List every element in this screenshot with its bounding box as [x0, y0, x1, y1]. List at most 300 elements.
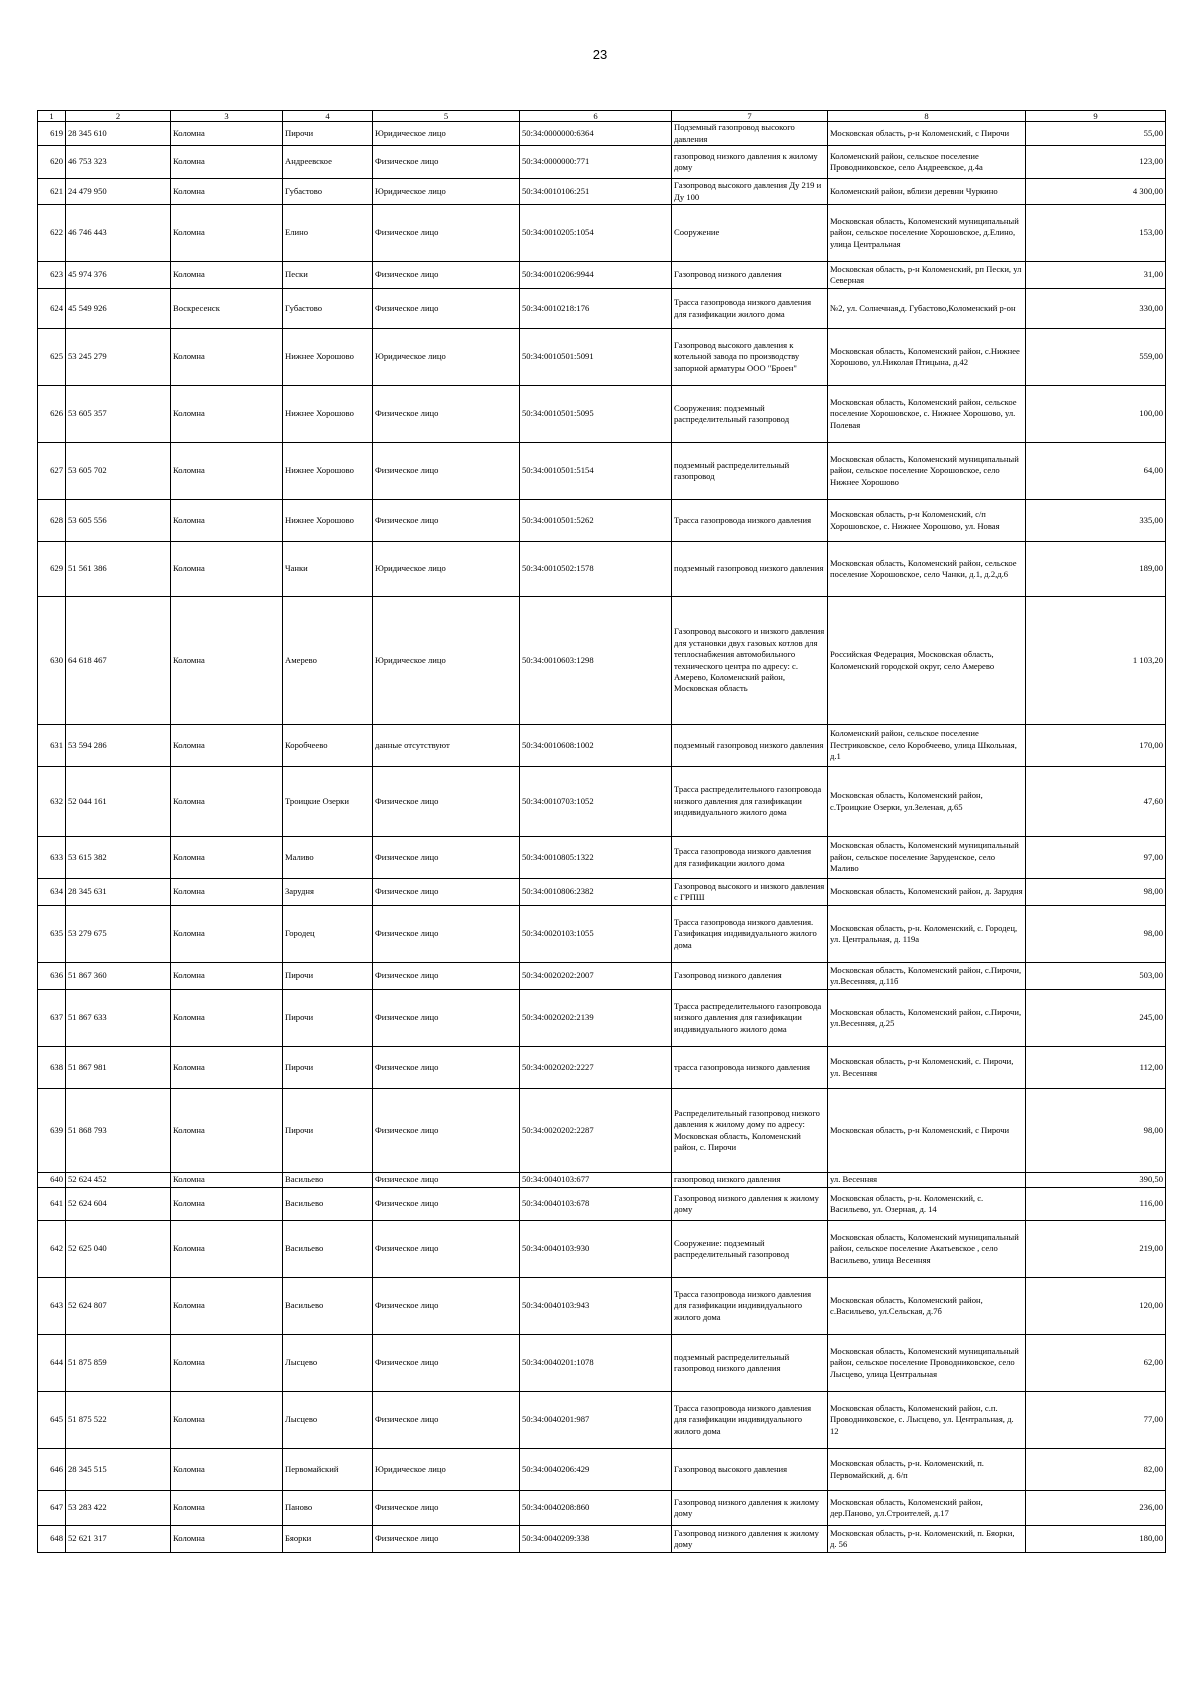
cadastral-number-cell: 50:34:0010501:5095 — [520, 386, 672, 443]
object-name-cell: Подземный газопровод высокого давления — [672, 122, 828, 146]
length-cell: 390,50 — [1026, 1173, 1166, 1188]
code-cell: 52 624 807 — [66, 1278, 171, 1335]
length-cell: 559,00 — [1026, 329, 1166, 386]
length-cell: 98,00 — [1026, 879, 1166, 906]
column-header-1: 1 — [38, 111, 66, 122]
locality-cell: Пески — [283, 262, 373, 289]
cadastral-number-cell: 50:34:0020202:2007 — [520, 963, 672, 990]
cadastral-number-cell: 50:34:0040103:930 — [520, 1221, 672, 1278]
cadastral-number-cell: 50:34:0020202:2227 — [520, 1047, 672, 1089]
code-cell: 53 594 286 — [66, 725, 171, 767]
cadastral-number-cell: 50:34:0020103:1055 — [520, 906, 672, 963]
code-cell: 28 345 610 — [66, 122, 171, 146]
length-cell: 1 103,20 — [1026, 597, 1166, 725]
owner-type-cell: Физическое лицо — [373, 906, 520, 963]
code-cell: 53 279 675 — [66, 906, 171, 963]
district-cell: Коломна — [171, 1278, 283, 1335]
row-number-cell: 639 — [38, 1089, 66, 1173]
table-header — [38, 111, 1166, 122]
object-name-cell: Сооружение: подземный распределительный газопровод — [672, 1221, 828, 1278]
address-cell: Московская область, Коломенский муниципальный район, сельское поселение Акатьевское , село Васильево, улица Весенняя — [828, 1221, 1026, 1278]
cadastral-number-cell: 50:34:0010205:1054 — [520, 205, 672, 262]
owner-type-cell: Физическое лицо — [373, 837, 520, 879]
cadastral-number-cell: 50:34:0010806:2382 — [520, 879, 672, 906]
column-header-3: 3 — [171, 111, 283, 122]
table-row — [38, 205, 1166, 262]
code-cell: 52 624 452 — [66, 1173, 171, 1188]
row-number-cell: 646 — [38, 1449, 66, 1491]
object-name-cell: подземный распределительный газопровод — [672, 443, 828, 500]
object-name-cell: Газопровод низкого давления — [672, 963, 828, 990]
column-header-7: 7 — [672, 111, 828, 122]
locality-cell: Елино — [283, 205, 373, 262]
length-cell: 189,00 — [1026, 542, 1166, 597]
object-name-cell: Газопровод высокого и низкого давления с ГРПШ — [672, 879, 828, 906]
owner-type-cell: Физическое лицо — [373, 767, 520, 837]
owner-type-cell: Юридическое лицо — [373, 542, 520, 597]
length-cell: 97,00 — [1026, 837, 1166, 879]
address-cell: Московская область, р-н Коломенский, рп Пески, ул Северная — [828, 262, 1026, 289]
locality-cell: Амерево — [283, 597, 373, 725]
length-cell: 98,00 — [1026, 906, 1166, 963]
owner-type-cell: Физическое лицо — [373, 386, 520, 443]
table-row — [38, 262, 1166, 289]
locality-cell: Пирочи — [283, 990, 373, 1047]
code-cell: 24 479 950 — [66, 179, 171, 205]
code-cell: 51 867 981 — [66, 1047, 171, 1089]
owner-type-cell: Физическое лицо — [373, 1047, 520, 1089]
table-row — [38, 1173, 1166, 1188]
code-cell: 51 868 793 — [66, 1089, 171, 1173]
table-row — [38, 1335, 1166, 1392]
district-cell: Коломна — [171, 1188, 283, 1221]
district-cell: Коломна — [171, 963, 283, 990]
row-number-cell: 627 — [38, 443, 66, 500]
address-cell: Московская область, Коломенский район, с.Васильево, ул.Сельская, д.7б — [828, 1278, 1026, 1335]
code-cell: 53 605 702 — [66, 443, 171, 500]
length-cell: 62,00 — [1026, 1335, 1166, 1392]
object-name-cell: Газопровод высокого давления Ду 219 и Ду 100 — [672, 179, 828, 205]
locality-cell: Нижнее Хорошово — [283, 329, 373, 386]
row-number-cell: 619 — [38, 122, 66, 146]
length-cell: 219,00 — [1026, 1221, 1166, 1278]
object-name-cell: Трасса газопровода низкого давления. Газификация индивидуального жилого дома — [672, 906, 828, 963]
length-cell: 123,00 — [1026, 146, 1166, 179]
owner-type-cell: Физическое лицо — [373, 1221, 520, 1278]
cadastral-number-cell: 50:34:0000000:771 — [520, 146, 672, 179]
length-cell: 55,00 — [1026, 122, 1166, 146]
table-row — [38, 963, 1166, 990]
table-row — [38, 837, 1166, 879]
table-row — [38, 1392, 1166, 1449]
object-name-cell: Трасса газопровода низкого давления для газификации жилого дома — [672, 837, 828, 879]
locality-cell: Андреевское — [283, 146, 373, 179]
locality-cell: Маливо — [283, 837, 373, 879]
table-row — [38, 1047, 1166, 1089]
code-cell: 52 044 161 — [66, 767, 171, 837]
address-cell: Московская область, Коломенский район, с.Нижнее Хорошово, ул.Николая Птицына, д.42 — [828, 329, 1026, 386]
owner-type-cell: Физическое лицо — [373, 500, 520, 542]
column-header-4: 4 — [283, 111, 373, 122]
district-cell: Коломна — [171, 542, 283, 597]
cadastral-number-cell: 50:34:0040208:860 — [520, 1491, 672, 1526]
address-cell: Московская область, Коломенский район, сельское поселение Хорошовское, с. Нижнее Хорошово, ул. Полевая — [828, 386, 1026, 443]
code-cell: 46 746 443 — [66, 205, 171, 262]
locality-cell: Васильево — [283, 1188, 373, 1221]
address-cell: Московская область, Коломенский муниципальный район, сельское поселение Проводниковское, село Лысцево, улица Центральная — [828, 1335, 1026, 1392]
object-name-cell: Газопровод высокого давления — [672, 1449, 828, 1491]
row-number-cell: 642 — [38, 1221, 66, 1278]
cadastral-number-cell: 50:34:0040209:338 — [520, 1526, 672, 1553]
owner-type-cell: Юридическое лицо — [373, 597, 520, 725]
owner-type-cell: Физическое лицо — [373, 1173, 520, 1188]
address-cell: Московская область, р-н Коломенский, с Пирочи — [828, 122, 1026, 146]
row-number-cell: 635 — [38, 906, 66, 963]
code-cell: 52 625 040 — [66, 1221, 171, 1278]
code-cell: 46 753 323 — [66, 146, 171, 179]
table-row — [38, 1491, 1166, 1526]
address-cell: Московская область, р-н Коломенский, с/п Хорошовское, с. Нижнее Хорошово, ул. Новая — [828, 500, 1026, 542]
address-cell: Московская область, р-н. Коломенский, п. Первомайский, д. 6/п — [828, 1449, 1026, 1491]
object-name-cell: Газопровод низкого давления к жилому дому — [672, 1188, 828, 1221]
length-cell: 236,00 — [1026, 1491, 1166, 1526]
cadastral-number-cell: 50:34:0010501:5091 — [520, 329, 672, 386]
district-cell: Воскресенск — [171, 289, 283, 329]
district-cell: Коломна — [171, 205, 283, 262]
length-cell: 153,00 — [1026, 205, 1166, 262]
table-row — [38, 1526, 1166, 1553]
row-number-cell: 629 — [38, 542, 66, 597]
object-name-cell: Сооружения: подземный распределительный газопровод — [672, 386, 828, 443]
owner-type-cell: Физическое лицо — [373, 1491, 520, 1526]
object-name-cell: Трасса газопровода низкого давления — [672, 500, 828, 542]
length-cell: 47,60 — [1026, 767, 1166, 837]
address-cell: Российская Федерация, Московская область, Коломенский городской округ, село Амерево — [828, 597, 1026, 725]
object-name-cell: газопровод низкого давления — [672, 1173, 828, 1188]
locality-cell: Паново — [283, 1491, 373, 1526]
cadastral-number-cell: 50:34:0010805:1322 — [520, 837, 672, 879]
cadastral-number-cell: 50:34:0010703:1052 — [520, 767, 672, 837]
locality-cell: Нижнее Хорошово — [283, 443, 373, 500]
object-name-cell: Газопровод низкого давления — [672, 262, 828, 289]
district-cell: Коломна — [171, 1089, 283, 1173]
object-name-cell: Газопровод низкого давления к жилому дому — [672, 1526, 828, 1553]
cadastral-number-cell: 50:34:0010218:176 — [520, 289, 672, 329]
owner-type-cell: Физическое лицо — [373, 1089, 520, 1173]
row-number-cell: 625 — [38, 329, 66, 386]
owner-type-cell: Физическое лицо — [373, 1335, 520, 1392]
locality-cell: Городец — [283, 906, 373, 963]
row-number-cell: 622 — [38, 205, 66, 262]
owner-type-cell: Физическое лицо — [373, 1278, 520, 1335]
row-number-cell: 623 — [38, 262, 66, 289]
table-body — [38, 122, 1166, 1553]
object-name-cell: подземный газопровод низкого давления — [672, 542, 828, 597]
table-row — [38, 443, 1166, 500]
table-row — [38, 725, 1166, 767]
locality-cell: Лысцево — [283, 1392, 373, 1449]
length-cell: 503,00 — [1026, 963, 1166, 990]
address-cell: Московская область, р-н Коломенский, с. Пирочи, ул. Весенняя — [828, 1047, 1026, 1089]
address-cell: Московская область, р-н Коломенский, с Пирочи — [828, 1089, 1026, 1173]
object-name-cell: Трасса распределительного газопровода низкого давления для газификации индивидуального жилого дома — [672, 767, 828, 837]
address-cell: Московская область, Коломенский район, с.Троицкие Озерки, ул.Зеленая, д.65 — [828, 767, 1026, 837]
owner-type-cell: Физическое лицо — [373, 146, 520, 179]
district-cell: Коломна — [171, 1392, 283, 1449]
object-name-cell: Газопровод низкого давления к жилому дому — [672, 1491, 828, 1526]
code-cell: 51 875 859 — [66, 1335, 171, 1392]
row-number-cell: 637 — [38, 990, 66, 1047]
registry-table — [37, 110, 1166, 1553]
table-row — [38, 542, 1166, 597]
row-number-cell: 631 — [38, 725, 66, 767]
owner-type-cell: Физическое лицо — [373, 1392, 520, 1449]
table-row — [38, 329, 1166, 386]
owner-type-cell: Физическое лицо — [373, 205, 520, 262]
address-cell: Московская область, р-н. Коломенский, с. Васильево, ул. Озерная, д. 14 — [828, 1188, 1026, 1221]
length-cell: 116,00 — [1026, 1188, 1166, 1221]
table-row — [38, 906, 1166, 963]
locality-cell: Пирочи — [283, 1089, 373, 1173]
address-cell: Московская область, Коломенский район, с.п. Проводниковское, с. Лысцево, ул. Центральная, д. 12 — [828, 1392, 1026, 1449]
object-name-cell: Сооружение — [672, 205, 828, 262]
district-cell: Коломна — [171, 1491, 283, 1526]
address-cell: Московская область, Коломенский район, с.Пирочи, ул.Весенняя, д.25 — [828, 990, 1026, 1047]
owner-type-cell: Физическое лицо — [373, 963, 520, 990]
address-cell: Коломенский район, сельское поселение Проводниковское, село Андреевское, д.4а — [828, 146, 1026, 179]
locality-cell: Васильево — [283, 1278, 373, 1335]
cadastral-number-cell: 50:34:0010501:5154 — [520, 443, 672, 500]
length-cell: 64,00 — [1026, 443, 1166, 500]
code-cell: 53 615 382 — [66, 837, 171, 879]
district-cell: Коломна — [171, 1335, 283, 1392]
cadastral-number-cell: 50:34:0020202:2139 — [520, 990, 672, 1047]
district-cell: Коломна — [171, 1221, 283, 1278]
length-cell: 98,00 — [1026, 1089, 1166, 1173]
row-number-cell: 641 — [38, 1188, 66, 1221]
code-cell: 53 283 422 — [66, 1491, 171, 1526]
locality-cell: Васильево — [283, 1173, 373, 1188]
district-cell: Коломна — [171, 1526, 283, 1553]
locality-cell: Губастово — [283, 179, 373, 205]
code-cell: 51 561 386 — [66, 542, 171, 597]
address-cell: Московская область, Коломенский муниципальный район, сельское поселение Хорошовское, село Нижнее Хорошово — [828, 443, 1026, 500]
address-cell: Московская область, Коломенский район, дер.Паново, ул.Строителей, д.17 — [828, 1491, 1026, 1526]
code-cell: 52 621 317 — [66, 1526, 171, 1553]
column-header-6: 6 — [520, 111, 672, 122]
code-cell: 28 345 631 — [66, 879, 171, 906]
owner-type-cell: Юридическое лицо — [373, 1449, 520, 1491]
cadastral-number-cell: 50:34:0010603:1298 — [520, 597, 672, 725]
district-cell: Коломна — [171, 879, 283, 906]
length-cell: 170,00 — [1026, 725, 1166, 767]
locality-cell: Троицкие Озерки — [283, 767, 373, 837]
table-row — [38, 1089, 1166, 1173]
row-number-cell: 624 — [38, 289, 66, 329]
object-name-cell: Газопровод высокого давления к котельной завода по производству запорной арматуры ООО "Броен" — [672, 329, 828, 386]
district-cell: Коломна — [171, 122, 283, 146]
cadastral-number-cell: 50:34:0040103:678 — [520, 1188, 672, 1221]
owner-type-cell: данные отсутствуют — [373, 725, 520, 767]
object-name-cell: Трасса газопровода низкого давления для газификации жилого дома — [672, 289, 828, 329]
code-cell: 53 605 556 — [66, 500, 171, 542]
locality-cell: Бяорки — [283, 1526, 373, 1553]
table-row — [38, 1221, 1166, 1278]
owner-type-cell: Юридическое лицо — [373, 329, 520, 386]
object-name-cell: подземный распределительный газопровод низкого давления — [672, 1335, 828, 1392]
row-number-cell: 645 — [38, 1392, 66, 1449]
object-name-cell: Распределительный газопровод низкого давления к жилому дому по адресу: Московская область, Коломенский район, с. Пирочи — [672, 1089, 828, 1173]
length-cell: 330,00 — [1026, 289, 1166, 329]
address-cell: №2, ул. Солнечная,д. Губастово,Коломенский р-он — [828, 289, 1026, 329]
locality-cell: Пирочи — [283, 122, 373, 146]
page-number: 23 — [592, 47, 608, 62]
row-number-cell: 626 — [38, 386, 66, 443]
cadastral-number-cell: 50:34:0010206:9944 — [520, 262, 672, 289]
length-cell: 31,00 — [1026, 262, 1166, 289]
column-header-9: 9 — [1026, 111, 1166, 122]
code-cell: 52 624 604 — [66, 1188, 171, 1221]
locality-cell: Нижнее Хорошово — [283, 386, 373, 443]
code-cell: 51 867 633 — [66, 990, 171, 1047]
owner-type-cell: Физическое лицо — [373, 262, 520, 289]
table-row — [38, 1188, 1166, 1221]
object-name-cell: Трасса распределительного газопровода низкого давления для газификации индивидуального жилого дома — [672, 990, 828, 1047]
owner-type-cell: Физическое лицо — [373, 289, 520, 329]
length-cell: 120,00 — [1026, 1278, 1166, 1335]
table-row — [38, 767, 1166, 837]
object-name-cell: Трасса газопровода низкого давления для газификации индивидуального жилого дома — [672, 1392, 828, 1449]
locality-cell: Губастово — [283, 289, 373, 329]
table-row — [38, 179, 1166, 205]
owner-type-cell: Юридическое лицо — [373, 179, 520, 205]
length-cell: 100,00 — [1026, 386, 1166, 443]
length-cell: 4 300,00 — [1026, 179, 1166, 205]
locality-cell: Лысцево — [283, 1335, 373, 1392]
address-cell: ул. Весенняя — [828, 1173, 1026, 1188]
address-cell: Московская область, Коломенский район, с.Пирочи, ул.Весенняя, д.11б — [828, 963, 1026, 990]
column-header-8: 8 — [828, 111, 1026, 122]
table-row — [38, 990, 1166, 1047]
locality-cell: Пирочи — [283, 963, 373, 990]
address-cell: Московская область, Коломенский район, д. Зарудня — [828, 879, 1026, 906]
length-cell: 77,00 — [1026, 1392, 1166, 1449]
district-cell: Коломна — [171, 500, 283, 542]
row-number-cell: 638 — [38, 1047, 66, 1089]
cadastral-number-cell: 50:34:0010501:5262 — [520, 500, 672, 542]
table-row — [38, 500, 1166, 542]
code-cell: 45 549 926 — [66, 289, 171, 329]
table-row — [38, 122, 1166, 146]
cadastral-number-cell: 50:34:0010502:1578 — [520, 542, 672, 597]
district-cell: Коломна — [171, 1047, 283, 1089]
owner-type-cell: Юридическое лицо — [373, 122, 520, 146]
code-cell: 64 618 467 — [66, 597, 171, 725]
district-cell: Коломна — [171, 1173, 283, 1188]
cadastral-number-cell: 50:34:0040103:943 — [520, 1278, 672, 1335]
row-number-cell: 640 — [38, 1173, 66, 1188]
row-number-cell: 643 — [38, 1278, 66, 1335]
locality-cell: Нижнее Хорошово — [283, 500, 373, 542]
locality-cell: Зарудня — [283, 879, 373, 906]
district-cell: Коломна — [171, 1449, 283, 1491]
table-row — [38, 1278, 1166, 1335]
object-name-cell: газопровод низкого давления к жилому дому — [672, 146, 828, 179]
cadastral-number-cell: 50:34:0040206:429 — [520, 1449, 672, 1491]
district-cell: Коломна — [171, 837, 283, 879]
address-cell: Московская область, р-н. Коломенский, с. Городец, ул. Центральная, д. 119а — [828, 906, 1026, 963]
district-cell: Коломна — [171, 386, 283, 443]
column-header-5: 5 — [373, 111, 520, 122]
row-number-cell: 644 — [38, 1335, 66, 1392]
cadastral-number-cell: 50:34:0040103:677 — [520, 1173, 672, 1188]
owner-type-cell: Физическое лицо — [373, 1188, 520, 1221]
row-number-cell: 632 — [38, 767, 66, 837]
district-cell: Коломна — [171, 262, 283, 289]
row-number-cell: 620 — [38, 146, 66, 179]
header-row — [38, 111, 1166, 122]
row-number-cell: 621 — [38, 179, 66, 205]
code-cell: 51 867 360 — [66, 963, 171, 990]
address-cell: Коломенский район, сельское поселение Пестриковское, село Коробчеево, улица Школьная, д.1 — [828, 725, 1026, 767]
code-cell: 28 345 515 — [66, 1449, 171, 1491]
locality-cell: Первомайский — [283, 1449, 373, 1491]
district-cell: Коломна — [171, 597, 283, 725]
address-cell: Московская область, Коломенский муниципальный район, сельское поселение Заруденское, село Маливо — [828, 837, 1026, 879]
row-number-cell: 630 — [38, 597, 66, 725]
district-cell: Коломна — [171, 767, 283, 837]
length-cell: 180,00 — [1026, 1526, 1166, 1553]
address-cell: Московская область, р-н. Коломенский, п. Бяорки, д. 56 — [828, 1526, 1026, 1553]
owner-type-cell: Физическое лицо — [373, 1526, 520, 1553]
address-cell: Московская область, Коломенский муниципальный район, сельское поселение Хорошовское, д.Елино, улица Центральная — [828, 205, 1026, 262]
length-cell: 335,00 — [1026, 500, 1166, 542]
object-name-cell: Трасса газопровода низкого давления для газификации индивидуального жилого дома — [672, 1278, 828, 1335]
cadastral-number-cell: 50:34:0010608:1002 — [520, 725, 672, 767]
table-row — [38, 146, 1166, 179]
locality-cell: Васильево — [283, 1221, 373, 1278]
length-cell: 112,00 — [1026, 1047, 1166, 1089]
cadastral-number-cell: 50:34:0010106:251 — [520, 179, 672, 205]
owner-type-cell: Физическое лицо — [373, 879, 520, 906]
row-number-cell: 628 — [38, 500, 66, 542]
district-cell: Коломна — [171, 990, 283, 1047]
object-name-cell: трасса газопровода низкого давления — [672, 1047, 828, 1089]
code-cell: 51 875 522 — [66, 1392, 171, 1449]
cadastral-number-cell: 50:34:0020202:2287 — [520, 1089, 672, 1173]
table-row — [38, 386, 1166, 443]
object-name-cell: подземный газопровод низкого давления — [672, 725, 828, 767]
code-cell: 53 245 279 — [66, 329, 171, 386]
address-cell: Коломенский район, вблизи деревни Чуркино — [828, 179, 1026, 205]
column-header-2: 2 — [66, 111, 171, 122]
cadastral-number-cell: 50:34:0040201:1078 — [520, 1335, 672, 1392]
table-row — [38, 597, 1166, 725]
table-row — [38, 879, 1166, 906]
owner-type-cell: Физическое лицо — [373, 990, 520, 1047]
address-cell: Московская область, Коломенский район, сельское поселение Хорошовское, село Чанки, д.1, д.2,д.6 — [828, 542, 1026, 597]
row-number-cell: 634 — [38, 879, 66, 906]
length-cell: 82,00 — [1026, 1449, 1166, 1491]
locality-cell: Коробчеево — [283, 725, 373, 767]
district-cell: Коломна — [171, 179, 283, 205]
locality-cell: Пирочи — [283, 1047, 373, 1089]
cadastral-number-cell: 50:34:0000000:6364 — [520, 122, 672, 146]
locality-cell: Чанки — [283, 542, 373, 597]
row-number-cell: 648 — [38, 1526, 66, 1553]
district-cell: Коломна — [171, 329, 283, 386]
table-row — [38, 289, 1166, 329]
